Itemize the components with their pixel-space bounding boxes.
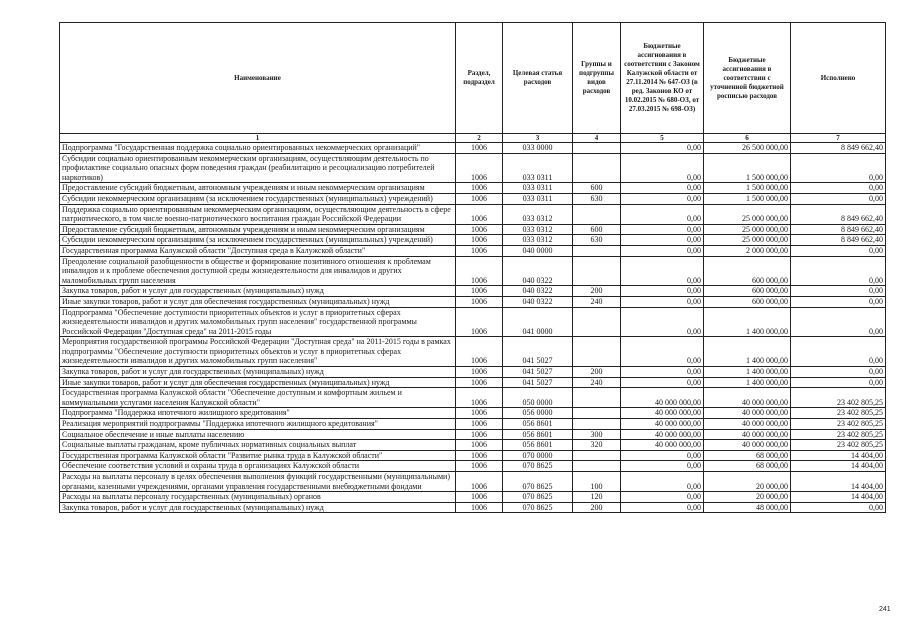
row-target-cell: 033 0000: [503, 143, 573, 154]
row-section-cell: 1006: [456, 183, 503, 194]
table-row: [60, 492, 886, 503]
row-target-cell: 070 0000: [503, 450, 573, 461]
row-name-cell: Социальные выплаты гражданам, кроме публичных нормативных социальных выплат: [60, 440, 456, 451]
row-target-cell: 041 5027: [503, 337, 573, 367]
row-section-cell: 1006: [456, 472, 503, 492]
row-name-cell: Расходы на выплаты персоналу государственных (муниципальных) органов: [60, 492, 456, 503]
row-executed-amount-cell: 0,00: [791, 193, 886, 204]
row-law-amount-cell: 0,00: [621, 204, 704, 224]
row-plan-amount-cell: 600 000,00: [704, 256, 791, 286]
row-target-cell: 070 8625: [503, 461, 573, 472]
row-section-cell: 1006: [456, 461, 503, 472]
row-group-cell: 600: [573, 224, 621, 235]
row-group-cell: [573, 143, 621, 154]
row-executed-amount-cell: 0,00: [791, 245, 886, 256]
row-name-cell: Подпрограмма "Государственная поддержка социально ориентированных некоммерческих организаций": [60, 143, 456, 154]
row-group-cell: 240: [573, 296, 621, 307]
row-plan-amount-cell: 40 000 000,00: [704, 408, 791, 419]
row-group-cell: 120: [573, 492, 621, 503]
row-group-cell: 630: [573, 193, 621, 204]
table-row: [60, 461, 886, 472]
row-law-amount-cell: 0,00: [621, 492, 704, 503]
row-executed-amount-cell: 23 402 805,25: [791, 388, 886, 408]
row-executed-amount-cell: 23 402 805,25: [791, 419, 886, 430]
row-plan-amount-cell: 68 000,00: [704, 461, 791, 472]
column-number: 3: [503, 134, 573, 143]
row-law-amount-cell: 40 000 000,00: [621, 419, 704, 430]
row-executed-amount-cell: 23 402 805,25: [791, 440, 886, 451]
row-name-cell: Закупка товаров, работ и услуг для государственных (муниципальных) нужд: [60, 367, 456, 378]
table-row: [60, 367, 886, 378]
table-row: [60, 502, 886, 513]
row-section-cell: 1006: [456, 153, 503, 183]
row-plan-amount-cell: 40 000 000,00: [704, 419, 791, 430]
header-expense-group: Группы и подгруппы видов расходов: [573, 23, 621, 134]
row-executed-amount-cell: 8 849 662,40: [791, 204, 886, 224]
row-plan-amount-cell: 1 400 000,00: [704, 307, 791, 337]
row-plan-amount-cell: 48 000,00: [704, 502, 791, 513]
row-group-cell: 200: [573, 502, 621, 513]
row-executed-amount-cell: 8 849 662,40: [791, 235, 886, 246]
row-target-cell: 033 0311: [503, 193, 573, 204]
table-row: [60, 377, 886, 388]
row-name-cell: Субсидии некоммерческим организациям (за исключением государственных (муниципальных) учреждений): [60, 193, 456, 204]
row-executed-amount-cell: 0,00: [791, 337, 886, 367]
row-law-amount-cell: 0,00: [621, 143, 704, 154]
row-name-cell: Субсидии социально ориентированным некоммерческим организациям, осуществляющим деятельность по профилактике социально опасных форм поведения граждан (реабилитацию и ресоциализацию потребителей наркотиков): [60, 153, 456, 183]
table-row: [60, 419, 886, 430]
table-row: [60, 408, 886, 419]
row-law-amount-cell: 0,00: [621, 307, 704, 337]
row-plan-amount-cell: 1 500 000,00: [704, 183, 791, 194]
row-group-cell: 100: [573, 472, 621, 492]
row-group-cell: [573, 307, 621, 337]
table-row: [60, 143, 886, 154]
header-name: Наименование: [60, 23, 456, 134]
column-number: 4: [573, 134, 621, 143]
row-plan-amount-cell: 600 000,00: [704, 296, 791, 307]
row-law-amount-cell: 0,00: [621, 472, 704, 492]
header-plan-allocations: Бюджетные ассигнования в соответствии с уточненной бюджетной росписью расходов: [704, 23, 791, 134]
row-executed-amount-cell: 0,00: [791, 286, 886, 297]
row-section-cell: 1006: [456, 408, 503, 419]
row-plan-amount-cell: 1 400 000,00: [704, 337, 791, 367]
row-executed-amount-cell: 14 404,00: [791, 472, 886, 492]
row-section-cell: 1006: [456, 235, 503, 246]
row-name-cell: Государственная программа Калужской области "Обеспечение доступным и комфортным жильем и коммунальными услугами населения Калужской области": [60, 388, 456, 408]
table-row: [60, 440, 886, 451]
table-row: [60, 337, 886, 367]
table-row: [60, 235, 886, 246]
row-executed-amount-cell: 23 402 805,25: [791, 429, 886, 440]
row-name-cell: Государственная программа Калужской области "Доступная среда в Калужской области": [60, 245, 456, 256]
row-law-amount-cell: 0,00: [621, 367, 704, 378]
row-name-cell: Иные закупки товаров, работ и услуг для обеспечения государственных (муниципальных) нужд: [60, 377, 456, 388]
row-name-cell: Государственная программа Калужской области "Развитие рынка труда в Калужской области": [60, 450, 456, 461]
row-target-cell: 041 5027: [503, 377, 573, 388]
row-executed-amount-cell: 8 849 662,40: [791, 143, 886, 154]
row-law-amount-cell: 0,00: [621, 450, 704, 461]
table-body: [60, 143, 886, 513]
table-row: [60, 245, 886, 256]
column-number: 7: [791, 134, 886, 143]
row-name-cell: Мероприятия государственной программы Российской Федерации "Доступная среда" на 2011-2015 годы в рамках подпрограммы "Обеспечение доступности приоритетных объектов и услуг в приоритетных сферах жизнедеятельности инвалидов и других маломобильных групп населения": [60, 337, 456, 367]
row-section-cell: 1006: [456, 367, 503, 378]
table-row: [60, 472, 886, 492]
row-plan-amount-cell: 25 000 000,00: [704, 224, 791, 235]
row-law-amount-cell: 0,00: [621, 235, 704, 246]
row-law-amount-cell: 0,00: [621, 256, 704, 286]
row-group-cell: [573, 256, 621, 286]
row-target-cell: 056 8601: [503, 419, 573, 430]
row-section-cell: 1006: [456, 245, 503, 256]
row-plan-amount-cell: 25 000 000,00: [704, 235, 791, 246]
row-law-amount-cell: 0,00: [621, 153, 704, 183]
row-name-cell: Предоставление субсидий бюджетным, автономным учреждениям и иным некоммерческим организациям: [60, 183, 456, 194]
row-target-cell: 056 8601: [503, 429, 573, 440]
row-group-cell: [573, 419, 621, 430]
table-row: [60, 204, 886, 224]
row-name-cell: Социальное обеспечение и иные выплаты населению: [60, 429, 456, 440]
row-section-cell: 1006: [456, 143, 503, 154]
row-section-cell: 1006: [456, 388, 503, 408]
table-row: [60, 388, 886, 408]
row-target-cell: 056 0000: [503, 408, 573, 419]
row-law-amount-cell: 0,00: [621, 461, 704, 472]
row-name-cell: Закупка товаров, работ и услуг для государственных (муниципальных) нужд: [60, 286, 456, 297]
row-target-cell: 070 8625: [503, 472, 573, 492]
row-target-cell: 033 0311: [503, 183, 573, 194]
table-row: [60, 286, 886, 297]
row-executed-amount-cell: 14 404,00: [791, 461, 886, 472]
row-section-cell: 1006: [456, 419, 503, 430]
row-plan-amount-cell: 20 000,00: [704, 472, 791, 492]
row-section-cell: 1006: [456, 204, 503, 224]
row-target-cell: 040 0322: [503, 296, 573, 307]
row-target-cell: 041 0000: [503, 307, 573, 337]
row-plan-amount-cell: 25 000 000,00: [704, 204, 791, 224]
row-group-cell: 240: [573, 377, 621, 388]
row-plan-amount-cell: 1 500 000,00: [704, 153, 791, 183]
row-group-cell: 200: [573, 367, 621, 378]
row-law-amount-cell: 0,00: [621, 337, 704, 367]
table-row: [60, 429, 886, 440]
row-plan-amount-cell: 600 000,00: [704, 286, 791, 297]
row-group-cell: [573, 388, 621, 408]
row-law-amount-cell: 0,00: [621, 286, 704, 297]
row-law-amount-cell: 0,00: [621, 224, 704, 235]
row-plan-amount-cell: 20 000,00: [704, 492, 791, 503]
table-row: [60, 193, 886, 204]
row-group-cell: [573, 337, 621, 367]
row-plan-amount-cell: 40 000 000,00: [704, 440, 791, 451]
table-row: [60, 450, 886, 461]
row-target-cell: 033 0312: [503, 235, 573, 246]
budget-table: [59, 22, 886, 513]
row-law-amount-cell: 0,00: [621, 183, 704, 194]
row-target-cell: 050 0000: [503, 388, 573, 408]
header-executed: Исполнено: [791, 23, 886, 134]
row-plan-amount-cell: 68 000,00: [704, 450, 791, 461]
budget-report-sheet: [59, 22, 885, 513]
row-name-cell: Субсидии некоммерческим организациям (за исключением государственных (муниципальных) учреждений): [60, 235, 456, 246]
row-law-amount-cell: 40 000 000,00: [621, 440, 704, 451]
row-name-cell: Обеспечение соответствия условий и охраны труда в организациях Калужской области: [60, 461, 456, 472]
page-number: 241: [879, 606, 891, 613]
row-plan-amount-cell: 26 500 000,00: [704, 143, 791, 154]
row-executed-amount-cell: 0,00: [791, 377, 886, 388]
row-plan-amount-cell: 1 500 000,00: [704, 193, 791, 204]
table-row: [60, 224, 886, 235]
table-row: [60, 296, 886, 307]
row-law-amount-cell: 0,00: [621, 377, 704, 388]
row-plan-amount-cell: 40 000 000,00: [704, 429, 791, 440]
row-name-cell: Иные закупки товаров, работ и услуг для обеспечения государственных (муниципальных) нужд: [60, 296, 456, 307]
row-group-cell: [573, 450, 621, 461]
row-plan-amount-cell: 2 000 000,00: [704, 245, 791, 256]
row-executed-amount-cell: 0,00: [791, 307, 886, 337]
row-group-cell: [573, 204, 621, 224]
row-name-cell: Предоставление субсидий бюджетным, автономным учреждениям и иным некоммерческим организациям: [60, 224, 456, 235]
column-number: 1: [60, 134, 456, 143]
row-group-cell: 630: [573, 235, 621, 246]
row-section-cell: 1006: [456, 492, 503, 503]
row-section-cell: 1006: [456, 440, 503, 451]
row-section-cell: 1006: [456, 307, 503, 337]
row-section-cell: 1006: [456, 286, 503, 297]
row-executed-amount-cell: 0,00: [791, 502, 886, 513]
row-law-amount-cell: 0,00: [621, 502, 704, 513]
row-executed-amount-cell: 14 404,00: [791, 492, 886, 503]
row-group-cell: 320: [573, 440, 621, 451]
row-section-cell: 1006: [456, 429, 503, 440]
column-number: 5: [621, 134, 704, 143]
row-law-amount-cell: 0,00: [621, 193, 704, 204]
row-target-cell: 070 8625: [503, 502, 573, 513]
row-name-cell: Подпрограмма "Обеспечение доступности приоритетных объектов и услуг в приоритетных сферах жизнедеятельности инвалидов и других маломобильных групп населения" государственной программы Российской Федерации "Доступная среда" на 2011-2015 годы: [60, 307, 456, 337]
row-name-cell: Реализация мероприятий подпрограммы "Поддержка ипотечного жилищного кредитования": [60, 419, 456, 430]
table-row: [60, 307, 886, 337]
table-row: [60, 183, 886, 194]
row-target-cell: 033 0311: [503, 153, 573, 183]
row-section-cell: 1006: [456, 377, 503, 388]
row-name-cell: Поддержка социально ориентированным некоммерческим организациям, осуществляющим деятельность в сфере патриотического, в том числе военно-патриотического воспитания граждан Российской Федерации: [60, 204, 456, 224]
row-target-cell: 040 0322: [503, 286, 573, 297]
row-target-cell: 056 8601: [503, 440, 573, 451]
row-name-cell: Закупка товаров, работ и услуг для государственных (муниципальных) нужд: [60, 502, 456, 513]
row-executed-amount-cell: 0,00: [791, 296, 886, 307]
row-group-cell: [573, 245, 621, 256]
row-law-amount-cell: 0,00: [621, 245, 704, 256]
row-executed-amount-cell: 0,00: [791, 367, 886, 378]
row-group-cell: 200: [573, 286, 621, 297]
row-target-cell: 033 0312: [503, 224, 573, 235]
row-plan-amount-cell: 1 400 000,00: [704, 377, 791, 388]
row-executed-amount-cell: 0,00: [791, 183, 886, 194]
row-target-cell: 033 0312: [503, 204, 573, 224]
column-number-row: [60, 134, 886, 143]
row-section-cell: 1006: [456, 337, 503, 367]
row-target-cell: 040 0000: [503, 245, 573, 256]
row-law-amount-cell: 40 000 000,00: [621, 408, 704, 419]
row-section-cell: 1006: [456, 450, 503, 461]
row-group-cell: 600: [573, 183, 621, 194]
row-group-cell: [573, 461, 621, 472]
row-target-cell: 070 8625: [503, 492, 573, 503]
row-plan-amount-cell: 1 400 000,00: [704, 367, 791, 378]
row-executed-amount-cell: 14 404,00: [791, 450, 886, 461]
header-target-article: Целевая статья расходов: [503, 23, 573, 134]
row-executed-amount-cell: 23 402 805,25: [791, 408, 886, 419]
row-group-cell: [573, 153, 621, 183]
table-row: [60, 256, 886, 286]
row-target-cell: 041 5027: [503, 367, 573, 378]
row-name-cell: Преодоление социальной разобщенности в обществе и формирование позитивного отношения к проблемам инвалидов и к проблеме обеспечения доступной среды жизнедеятельности для инвалидов и других маломобильных групп населения: [60, 256, 456, 286]
row-group-cell: 300: [573, 429, 621, 440]
row-section-cell: 1006: [456, 224, 503, 235]
row-group-cell: [573, 408, 621, 419]
row-name-cell: Подпрограмма "Поддержка ипотечного жилищного кредитования": [60, 408, 456, 419]
row-section-cell: 1006: [456, 256, 503, 286]
row-law-amount-cell: 0,00: [621, 296, 704, 307]
row-law-amount-cell: 40 000 000,00: [621, 388, 704, 408]
row-name-cell: Расходы на выплаты персоналу в целях обеспечения выполнения функций государственными (муниципальными) органами, казенными учреждениями, органами управления государственными внебюджетными фондами: [60, 472, 456, 492]
row-executed-amount-cell: 0,00: [791, 256, 886, 286]
row-law-amount-cell: 40 000 000,00: [621, 429, 704, 440]
column-number: 6: [704, 134, 791, 143]
header-section: Раздел, подраздел: [456, 23, 503, 134]
row-target-cell: 040 0322: [503, 256, 573, 286]
column-number: 2: [456, 134, 503, 143]
row-section-cell: 1006: [456, 193, 503, 204]
row-executed-amount-cell: 0,00: [791, 153, 886, 183]
row-plan-amount-cell: 40 000 000,00: [704, 388, 791, 408]
row-section-cell: 1006: [456, 296, 503, 307]
row-section-cell: 1006: [456, 502, 503, 513]
header-row: [60, 23, 886, 134]
table-row: [60, 153, 886, 183]
row-executed-amount-cell: 8 849 662,40: [791, 224, 886, 235]
header-law-allocations: Бюджетные ассигнования в соответствии с Законом Калужской области от 27.11.2014 № 647-ОЗ (в ред. Законов КО от 10.02.2015 № 680-ОЗ, от 27.03.2015 № 698-ОЗ): [621, 23, 704, 134]
